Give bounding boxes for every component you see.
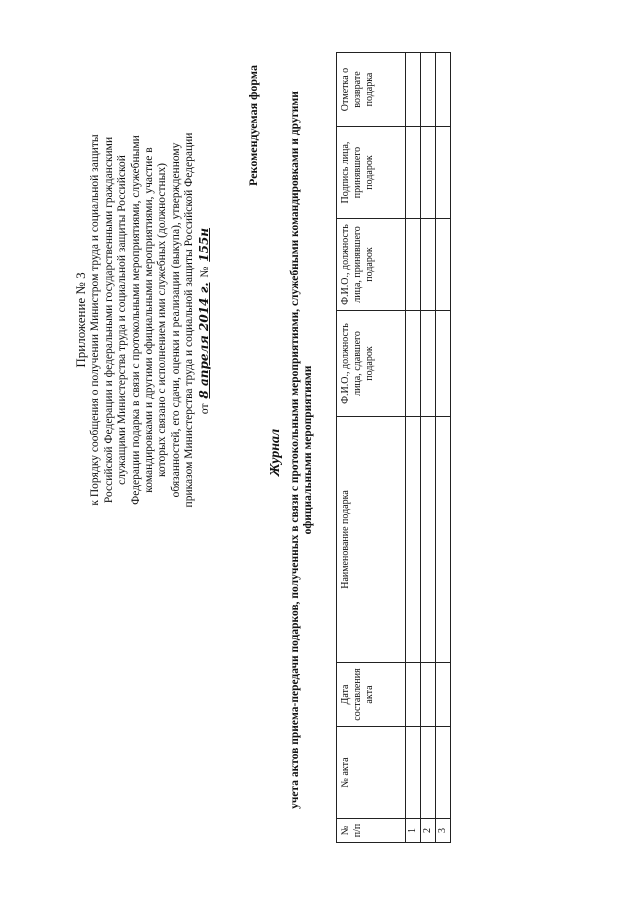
table-row <box>421 53 436 843</box>
row-number: 3 <box>436 819 451 843</box>
table-cell <box>421 53 436 127</box>
date-prefix: от <box>198 403 211 415</box>
appendix-body: к Порядку сообщения о получении Министром труда и социальной защиты Российской Федерации и федеральными государственными гражданскими служащими Министерства труда и социальной защиты Российской Федерации подарка в связи с протокольными мероприятиями, служебными командировками и другими официальными мероприятиями, участие в которых связано с исполнением ими служебных (должностных) обязанностей, его сдачи, оценки и реализации (выкупа), утвержденному приказом Министерства труда и социальной защиты Российской Федерации <box>89 132 196 508</box>
table-cell <box>421 663 436 727</box>
table-cell <box>406 219 421 311</box>
row-number: 2 <box>421 819 436 843</box>
journal-subtitle: учета актов приема-передачи подарков, полученных в связи с протокольными мероприятиями, служебными командировками и другими официальными мероприятиями <box>289 91 314 809</box>
appendix-date-line <box>198 130 212 510</box>
header-cell: Ф.И.О., должность лица, сдавшего подарок <box>337 311 406 417</box>
handwritten-number: 155н <box>196 227 211 262</box>
table-cell <box>406 53 421 127</box>
header-cell: Ф.И.О., должность лица, принявшего подарок <box>337 219 406 311</box>
header-cell: № п/п <box>337 819 406 843</box>
recommended-form-label: Рекомендуемая форма <box>246 65 260 186</box>
table-header-row <box>337 53 406 843</box>
number-prefix: № <box>198 266 211 278</box>
table-cell <box>436 311 451 417</box>
header-cell: Наименование подарка <box>337 417 406 663</box>
table-cell <box>406 311 421 417</box>
header-cell: Отметка о возврате подарка <box>337 53 406 127</box>
appendix-title: Приложение № 3 <box>73 272 88 368</box>
handwritten-date: 8 апреля 2014 г. <box>196 282 211 399</box>
table-row <box>436 53 451 843</box>
table-cell <box>421 311 436 417</box>
acts-log-table <box>336 52 451 843</box>
table-cell <box>436 53 451 127</box>
table-cell <box>421 417 436 663</box>
header-cell: Подпись лица, принявшего подарок <box>337 127 406 219</box>
table-row <box>406 53 421 843</box>
table-cell <box>406 727 421 819</box>
table-cell <box>436 219 451 311</box>
table-cell <box>406 127 421 219</box>
table-cell <box>421 219 436 311</box>
row-number: 1 <box>406 819 421 843</box>
table-cell <box>436 727 451 819</box>
table-cell <box>406 663 421 727</box>
table-cell <box>406 417 421 663</box>
header-cell: Дата составления акта <box>337 663 406 727</box>
journal-title: Журнал <box>268 428 283 477</box>
table-cell <box>436 663 451 727</box>
table-cell <box>436 127 451 219</box>
table-cell <box>421 727 436 819</box>
appendix-block <box>74 130 212 510</box>
header-cell: № акта <box>337 727 406 819</box>
table-cell <box>436 417 451 663</box>
table-cell <box>421 127 436 219</box>
